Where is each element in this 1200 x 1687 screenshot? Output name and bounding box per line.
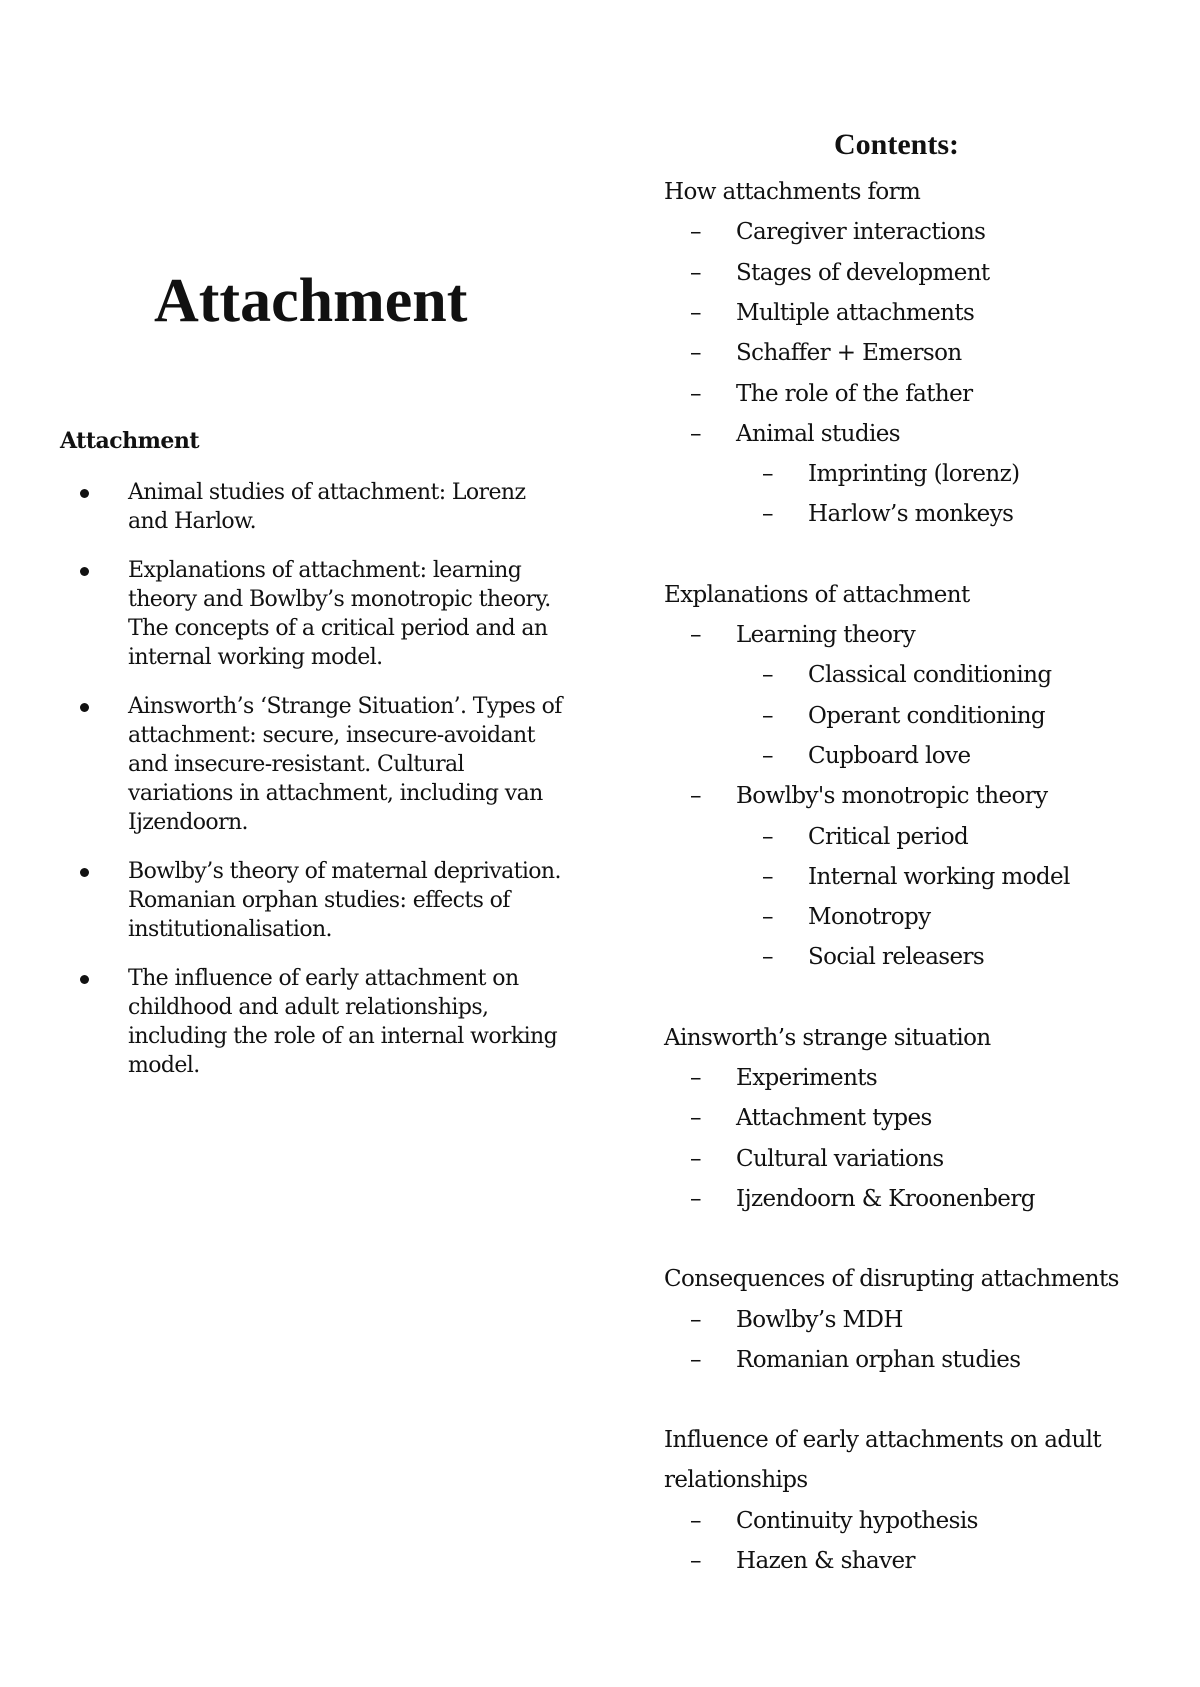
contents-section-heading: How attachments form	[664, 179, 921, 205]
contents-item: Cultural variations	[736, 1145, 944, 1172]
spec-bullet-list	[60, 478, 580, 1100]
bullet-text-line: including the role of an internal working	[128, 1024, 558, 1049]
bullet-dot-icon	[80, 703, 89, 712]
contents-subitem: Classical conditioning	[808, 662, 1052, 689]
contents-subitem: Social releasers	[808, 944, 985, 971]
contents-item: Ijzendoorn & Kroonenberg	[736, 1185, 1035, 1212]
dash-bullet-icon: –	[690, 1507, 702, 1534]
contents-item: Caregiver interactions	[736, 219, 986, 246]
contents-item: Multiple attachments	[736, 299, 975, 326]
bullet-text-line: Animal studies of attachment: Lorenz	[128, 480, 526, 505]
dash-bullet-icon: –	[690, 1346, 702, 1373]
contents-item: Bowlby's monotropic theory	[736, 783, 1048, 810]
dash-bullet-icon: –	[762, 944, 774, 971]
section-subheading: Attachment	[60, 428, 200, 454]
dash-bullet-icon: –	[690, 1145, 702, 1172]
dash-bullet-icon: –	[762, 823, 774, 850]
contents-subitem: Internal working model	[808, 863, 1070, 890]
bullet-text-line: variations in attachment, including van	[128, 781, 543, 806]
contents-section-heading: Influence of early attachments on adult	[664, 1427, 1102, 1454]
contents-section-heading: Explanations of attachment	[664, 581, 970, 608]
contents-section-heading: Consequences of disrupting attachments	[664, 1266, 1119, 1293]
dash-bullet-icon: –	[690, 420, 702, 447]
bullet-text-line: Ainsworth’s ‘Strange Situation’. Types of	[128, 694, 562, 719]
contents-subitem: Cupboard love	[808, 742, 971, 769]
dash-bullet-icon: –	[690, 1065, 702, 1091]
contents-title: Contents:	[834, 128, 959, 161]
contents-item: Romanian orphan studies	[736, 1346, 1021, 1373]
bullet-item	[60, 964, 580, 1080]
bullet-item	[60, 556, 580, 672]
dash-bullet-icon: –	[762, 461, 774, 488]
dash-bullet-icon: –	[690, 1306, 702, 1333]
dash-bullet-icon: –	[762, 904, 774, 931]
contents-item: Continuity hypothesis	[736, 1507, 978, 1534]
contents-item: Hazen & shaver	[736, 1548, 915, 1574]
contents-item: Schaffer + Emerson	[736, 340, 962, 367]
bullet-item	[60, 857, 580, 944]
dash-bullet-icon: –	[762, 863, 774, 890]
contents-item: Animal studies	[736, 420, 900, 447]
bullet-text-line: institutionalisation.	[128, 917, 332, 942]
dash-bullet-icon: –	[690, 1105, 702, 1132]
bullet-dot-icon	[80, 489, 89, 498]
contents-item: The role of the father	[736, 380, 973, 407]
dash-bullet-icon: –	[690, 219, 702, 246]
bullet-text-line: model.	[128, 1053, 200, 1078]
dash-bullet-icon: –	[762, 662, 774, 689]
contents-section-heading: relationships	[664, 1467, 808, 1494]
contents-subitem: Imprinting (lorenz)	[808, 461, 1020, 488]
bullet-text-line: and insecure-resistant. Cultural	[128, 752, 464, 777]
contents-item: Attachment types	[736, 1105, 932, 1132]
dash-bullet-icon: –	[690, 340, 702, 367]
bullet-text-line: The influence of early attachment on	[128, 966, 519, 991]
dash-bullet-icon: –	[690, 1185, 702, 1212]
bullet-text-line: and Harlow.	[128, 509, 257, 534]
contents-subitem: Critical period	[808, 823, 969, 850]
bullet-text-line: Ijzendoorn.	[128, 810, 248, 835]
dash-bullet-icon: –	[690, 622, 702, 648]
dash-bullet-icon: –	[690, 783, 702, 810]
bullet-text-line: Bowlby’s theory of maternal deprivation.	[128, 859, 561, 884]
dash-bullet-icon: –	[762, 742, 774, 769]
contents-section-heading: Ainsworth’s strange situation	[664, 1024, 991, 1051]
dash-bullet-icon: –	[690, 299, 702, 326]
bullet-text-line: The concepts of a critical period and an	[128, 616, 548, 641]
bullet-text-line: attachment: secure, insecure-avoidant	[128, 723, 535, 748]
contents-subitem: Harlow’s monkeys	[808, 501, 1014, 528]
contents-subitem: Monotropy	[808, 904, 931, 931]
bullet-text-line: Explanations of attachment: learning	[128, 558, 522, 583]
bullet-dot-icon	[80, 567, 89, 576]
contents-item: Stages of development	[736, 259, 990, 286]
dash-bullet-icon: –	[762, 501, 774, 528]
bullet-dot-icon	[80, 868, 89, 877]
bullet-text-line: internal working model.	[128, 645, 383, 670]
bullet-item	[60, 478, 580, 536]
bullet-text-line: Romanian orphan studies: effects of	[128, 888, 510, 913]
bullet-text-line: theory and Bowlby’s monotropic theory.	[128, 587, 551, 612]
contents-item: Experiments	[736, 1065, 878, 1091]
bullet-text-line: childhood and adult relationships,	[128, 995, 489, 1020]
contents-item: Bowlby’s MDH	[736, 1306, 903, 1333]
bullet-item	[60, 692, 580, 837]
dash-bullet-icon: –	[762, 702, 774, 729]
dash-bullet-icon: –	[690, 259, 702, 286]
bullet-dot-icon	[80, 975, 89, 984]
contents-item: Learning theory	[736, 622, 916, 648]
contents-subitem: Operant conditioning	[808, 702, 1046, 729]
dash-bullet-icon: –	[690, 1548, 702, 1574]
page-title: Attachment	[154, 267, 468, 335]
dash-bullet-icon: –	[690, 380, 702, 407]
